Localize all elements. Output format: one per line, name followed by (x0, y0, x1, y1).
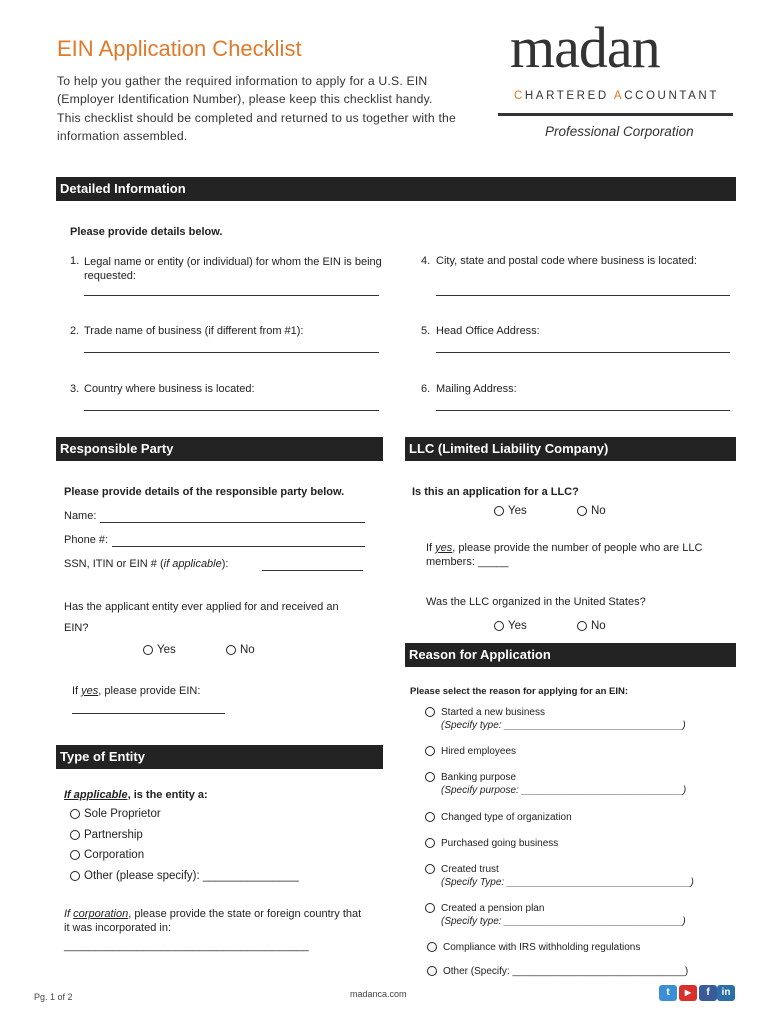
reason-item[interactable] (443, 941, 640, 954)
reason-sub: (Specify type: ________________________________) (441, 916, 686, 927)
q4-label: City, state and postal code where business is located: (436, 255, 697, 267)
llc-yes-option[interactable] (494, 505, 527, 517)
ein-label (72, 685, 200, 697)
entity-prompt-italic: If applicable (64, 789, 128, 801)
corporation-pre: If (64, 908, 74, 920)
radio-icon[interactable] (494, 506, 504, 516)
reason-prompt: Please select the reason for applying for an EIN: (410, 686, 629, 697)
logo-sub-a: A (613, 90, 625, 102)
entity-option-label: Sole Proprietor (84, 808, 161, 820)
ssn-label-start: SSN, ITIN or EIN # ( (64, 558, 164, 570)
llc-no-option[interactable] (577, 505, 606, 517)
q1-number: 1. (70, 255, 80, 267)
reason-sub: (Specify Type: _________________________________) (441, 877, 694, 888)
radio-icon[interactable] (427, 966, 437, 976)
radio-icon[interactable] (425, 838, 435, 848)
youtube-icon[interactable]: ▶ (679, 985, 697, 1001)
q4-field[interactable] (436, 295, 730, 296)
q3-field[interactable] (84, 410, 379, 411)
radio-icon[interactable] (143, 645, 153, 655)
ssn-label-end: ): (221, 558, 229, 570)
facebook-icon[interactable]: f (699, 985, 717, 1001)
entity-option-sole[interactable] (70, 808, 161, 820)
organized-yes-option[interactable] (494, 620, 527, 632)
llc-organized-question: Was the LLC organized in the United States? (426, 596, 646, 608)
corporation-post: , please provide the state or foreign country that it was incorporated in: (64, 908, 362, 934)
llc-no-label: No (591, 505, 606, 517)
reason-item[interactable] (443, 965, 688, 978)
phone-label: Phone #: (64, 534, 109, 546)
reason-item[interactable] (441, 837, 558, 850)
applied-no-option[interactable] (226, 644, 255, 656)
q2-label: Trade name of business (if different from #1): (84, 325, 304, 337)
reason-label: Other (Specify: _______________________________) (443, 966, 689, 977)
q2-field[interactable] (84, 352, 379, 353)
reason-item[interactable] (441, 771, 686, 797)
llc-members-post: , please provide the number of people who are LLC members: _____ (426, 542, 703, 568)
entity-prompt-end: , is the entity a: (127, 789, 208, 801)
entity-option-label: Partnership (84, 829, 143, 841)
logo-professional: Professional Corporation (545, 124, 694, 139)
radio-icon[interactable] (577, 506, 587, 516)
q3-label: Country where business is located: (84, 383, 255, 395)
radio-icon[interactable] (70, 809, 80, 819)
radio-icon[interactable] (577, 621, 587, 631)
ssn-field[interactable] (262, 570, 363, 571)
llc-yes-label: Yes (508, 505, 527, 517)
organized-no-label: No (591, 620, 606, 632)
section-responsible-party: Responsible Party (56, 437, 383, 461)
reason-item[interactable] (441, 902, 686, 928)
name-field[interactable] (100, 522, 365, 523)
q6-label: Mailing Address: (436, 383, 517, 395)
entity-option-label: Corporation (84, 849, 145, 861)
reason-sub: (Specify type: ________________________________) (441, 720, 686, 731)
q4-number: 4. (421, 255, 431, 267)
detailed-prompt: Please provide details below. (70, 226, 223, 238)
radio-icon[interactable] (425, 903, 435, 913)
corporation-field[interactable]: ________________________________________ (64, 940, 309, 952)
reason-label: Compliance with IRS withholding regulations (443, 942, 641, 953)
q6-number: 6. (421, 383, 431, 395)
logo-sub-ccountant: CCOUNTANT (624, 90, 719, 102)
footer-website[interactable]: madanca.com (350, 989, 407, 999)
reason-label: Created a pension plan (441, 903, 545, 914)
radio-icon[interactable] (425, 772, 435, 782)
entity-option-corporation[interactable] (70, 849, 144, 861)
llc-members-yes: yes (435, 542, 453, 554)
applied-yes-option[interactable] (143, 644, 176, 656)
phone-field[interactable] (112, 546, 365, 547)
applied-no-label: No (240, 644, 255, 656)
logo-sub-c: C (514, 90, 525, 102)
intro-text: To help you gather the required information to apply for a U.S. EIN (Employer Identification Number), please keep this checklist handy. This checklist should be completed and returned to us together with the information assembled. (57, 74, 457, 144)
q1-label: Legal name or entity (or individual) for whom the EIN is being requested: (84, 256, 382, 282)
radio-icon[interactable] (70, 850, 80, 860)
organized-yes-label: Yes (508, 620, 527, 632)
reason-item[interactable] (441, 863, 694, 889)
organized-no-option[interactable] (577, 620, 606, 632)
reason-label: Banking purpose (441, 772, 517, 783)
logo-wordmark: madan (510, 15, 660, 80)
reason-label: Started a new business (441, 707, 545, 718)
reason-label: Changed type of organization (441, 812, 572, 823)
radio-icon[interactable] (70, 830, 80, 840)
radio-icon[interactable] (494, 621, 504, 631)
applied-yes-label: Yes (157, 644, 176, 656)
section-reason: Reason for Application (405, 643, 736, 667)
reason-label: Purchased going business (441, 838, 559, 849)
q3-number: 3. (70, 383, 80, 395)
q5-label: Head Office Address: (436, 325, 540, 337)
ein-field[interactable] (72, 713, 225, 714)
reason-item[interactable] (441, 706, 686, 732)
reason-label: Hired employees (441, 746, 517, 757)
corporation-text (64, 907, 364, 935)
name-label: Name: (64, 510, 97, 522)
radio-icon[interactable] (425, 864, 435, 874)
ssn-label-italic: if applicable (163, 558, 222, 570)
twitter-icon[interactable]: t (659, 985, 677, 1001)
ein-label-pre: If (72, 685, 82, 697)
logo-divider (498, 113, 733, 116)
q1-field[interactable] (84, 295, 379, 296)
q5-number: 5. (421, 325, 431, 337)
page-title: EIN Application Checklist (57, 36, 302, 61)
reason-label: Created trust (441, 864, 499, 875)
ein-label-post: , please provide EIN: (98, 685, 201, 697)
corporation-underlined: corporation (73, 908, 129, 920)
entity-option-partnership[interactable] (70, 829, 143, 841)
reason-item[interactable] (441, 745, 516, 758)
applied-question: Has the applicant entity ever applied for and received an EIN? (64, 601, 339, 634)
llc-question: Is this an application for a LLC? (412, 486, 579, 498)
llc-members-pre: If (426, 542, 436, 554)
section-detailed-information: Detailed Information (56, 177, 736, 201)
radio-icon[interactable] (427, 942, 437, 952)
section-llc: LLC (Limited Liability Company) (405, 437, 736, 461)
radio-icon[interactable] (425, 746, 435, 756)
page-number: Pg. 1 of 2 (34, 992, 73, 1002)
entity-prompt (64, 789, 208, 801)
entity-option-other[interactable] (70, 870, 299, 882)
reason-item[interactable] (441, 811, 572, 824)
radio-icon[interactable] (425, 812, 435, 822)
reason-sub: (Specify purpose: _____________________________) (441, 785, 687, 796)
entity-option-label: Other (please specify): _______________ (84, 870, 299, 882)
q2-number: 2. (70, 325, 80, 337)
linkedin-icon[interactable]: in (717, 985, 735, 1001)
logo-sub-hartered: HARTERED (524, 90, 614, 102)
llc-members-text (426, 541, 706, 569)
q6-field[interactable] (436, 410, 730, 411)
section-type-of-entity: Type of Entity (56, 745, 383, 769)
radio-icon[interactable] (425, 707, 435, 717)
ssn-label (64, 558, 228, 570)
ein-label-yes: yes (81, 685, 99, 697)
responsible-prompt: Please provide details of the responsible party below. (64, 486, 345, 498)
q5-field[interactable] (436, 352, 730, 353)
radio-icon[interactable] (226, 645, 236, 655)
logo-subtitle (514, 90, 719, 102)
radio-icon[interactable] (70, 871, 80, 881)
